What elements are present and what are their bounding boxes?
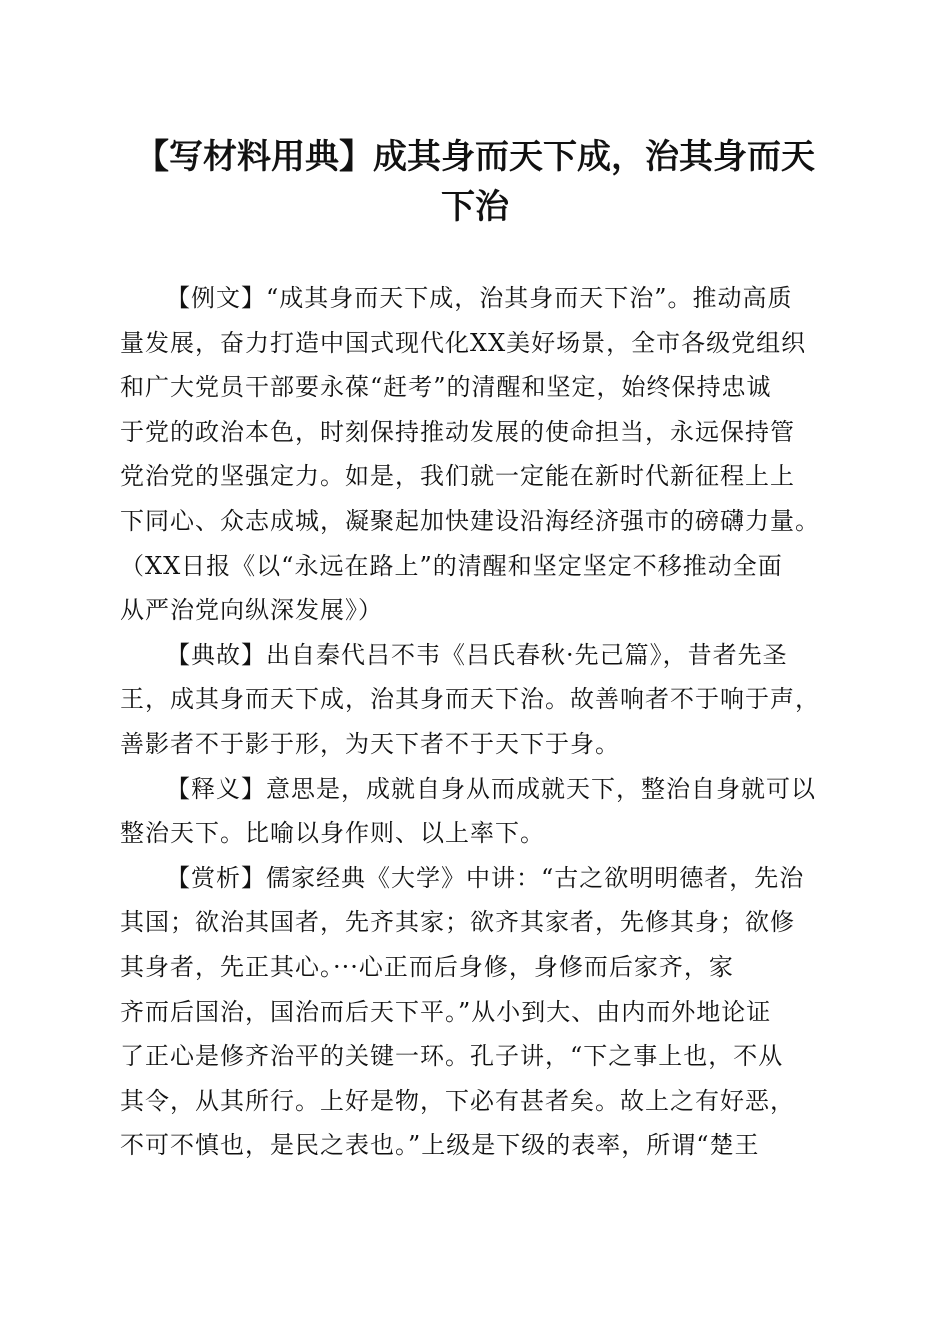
paragraph-allusion	[120, 633, 832, 767]
body-line: 量发展，奋力打造中国式现代化XX美好场景，全市各级党组织	[120, 328, 807, 357]
title-line-1: 【写材料用典】成其身而天下成，治其身而天	[135, 137, 815, 177]
body-line: 于党的政治本色，时刻保持推动发展的使命担当，永远保持管	[120, 417, 795, 446]
document-body	[120, 276, 832, 1168]
document-title	[110, 132, 840, 232]
paragraph-meaning	[120, 767, 832, 856]
body-line: 党治党的坚强定力。如是，我们就一定能在新时代新征程上上	[120, 462, 795, 491]
body-line: 其国；欲治其国者，先齐其家；欲齐其家者，先修其身；欲修	[120, 908, 795, 937]
paragraph-analysis	[120, 856, 832, 1168]
body-line: 不可不慎也，是民之表也。”上级是下级的表率，所谓“楚王	[120, 1131, 760, 1160]
body-line: 下同心、众志成城，凝聚起加快建设沿海经济强市的磅礴力量。	[120, 506, 820, 535]
body-line: 齐而后国治，国治而后天下平。”从小到大、由内而外地论证	[120, 997, 772, 1026]
body-line: 其令，从其所行。上好是物，下必有甚者矣。故上之有好恶，	[120, 1086, 795, 1115]
body-line: 了正心是修齐治平的关键一环。孔子讲，“下之事上也，不从	[120, 1042, 784, 1071]
body-line: 从严治党向纵深发展》）	[120, 596, 383, 625]
body-line: 【赏析】儒家经典《大学》中讲：“古之欲明明德者，先治	[166, 863, 805, 892]
body-line: 整治天下。比喻以身作则、以上率下。	[120, 819, 545, 848]
paragraph-example	[120, 276, 832, 633]
title-line-2: 下治	[441, 187, 509, 227]
body-line: 善影者不于影于形，为天下者不于天下于身。	[120, 729, 620, 758]
body-line: 其身者，先正其心。···心正而后身修，身修而后家齐，家	[120, 952, 734, 981]
body-line: 和广大党员干部要永葆“赶考”的清醒和坚定，始终保持忠诚	[120, 373, 772, 402]
body-line: （XX日报《以“永远在路上”的清醒和坚定坚定不移推动全面	[120, 551, 783, 580]
body-line: 【典故】出自秦代吕不韦《吕氏春秋·先己篇》，昔者先圣	[166, 640, 788, 669]
body-line: 【例文】“成其身而天下成，治其身而天下治”。推动高质	[166, 284, 793, 312]
body-line: 王，成其身而天下成，治其身而天下治。故善响者不于响于声，	[120, 685, 820, 714]
body-line: 【释义】意思是，成就自身从而成就天下，整治自身就可以	[166, 774, 816, 803]
